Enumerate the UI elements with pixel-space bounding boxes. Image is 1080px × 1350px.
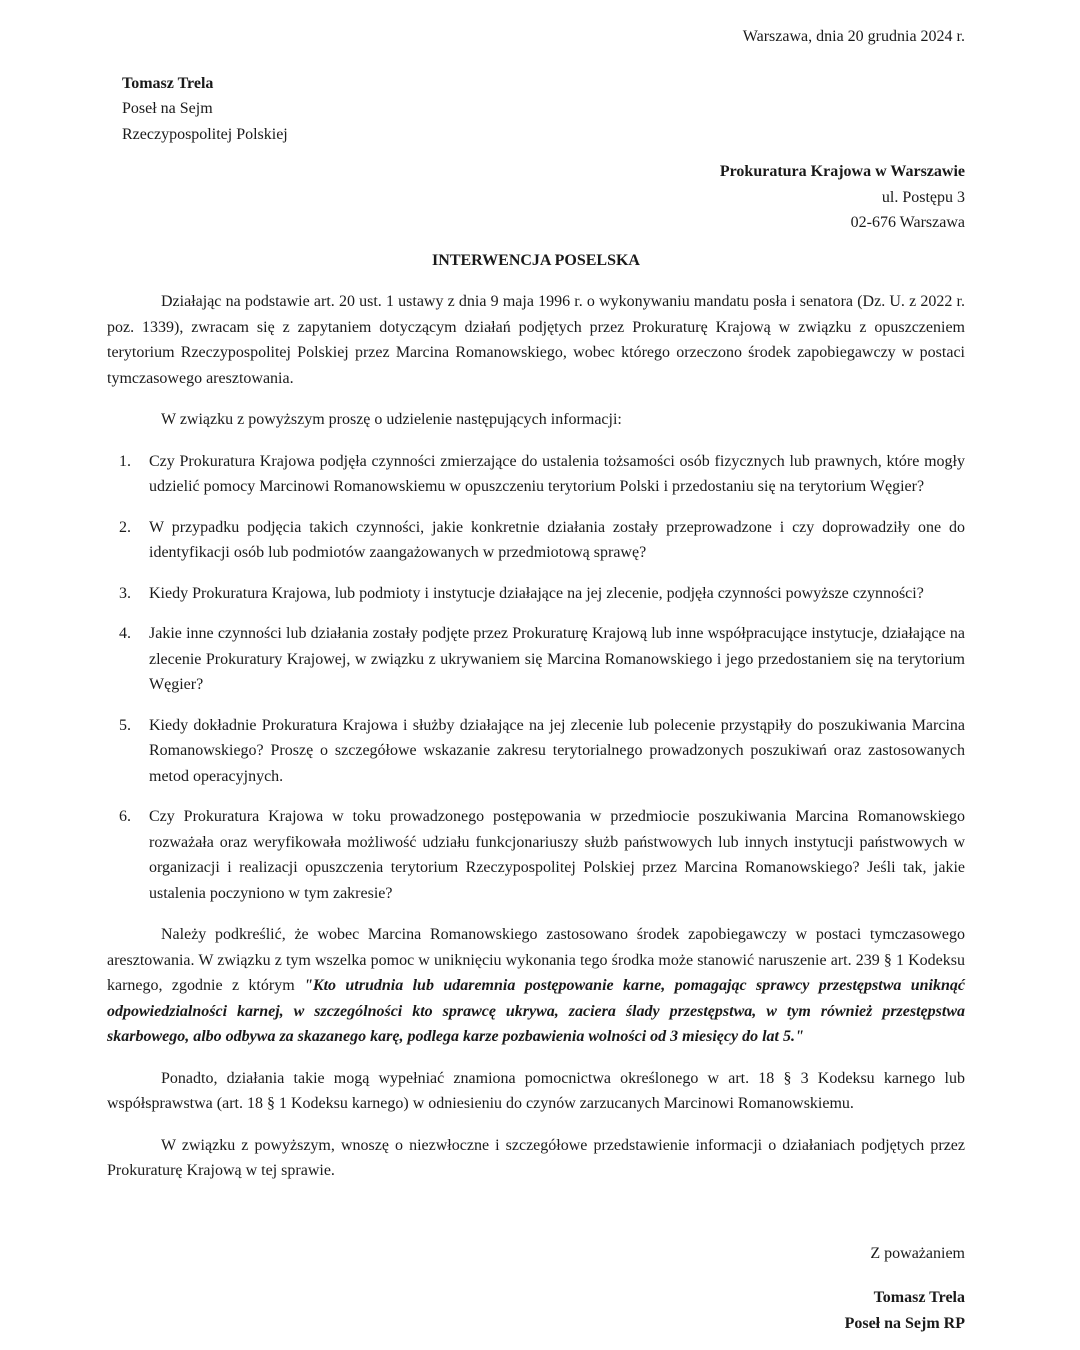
- sender-role: Poseł na Sejm: [122, 100, 213, 117]
- signature-role: Poseł na Sejm RP: [844, 1314, 965, 1332]
- question-number: 1.: [119, 452, 131, 470]
- question-item: [107, 804, 965, 906]
- recipient-name: Prokuratura Krajowa w Warszawie: [719, 163, 965, 180]
- question-text: W przypadku podjęcia takich czynności, jakie konkretnie działania zostały przeprowadzone i czy doprowadziły one do identyfikacji osób lub podmiotów zaangażowanych w przedmiotową sprawę?: [149, 518, 965, 561]
- legal-paragraph: [107, 922, 965, 1050]
- recipient-address-line1: ul. Postępu 3: [881, 188, 965, 206]
- question-text: Kiedy dokładnie Prokuratura Krajowa i służby działające na jej zlecenie lub polecenie przystąpiły do poszukiwania Marcina Romanowskiego? Proszę o szczegółowe wskazanie zakresu terytorialnego prowadzonych poszukiwań oraz zastosowanych metod operacyjnych.: [149, 716, 965, 785]
- question-text: Jakie inne czynności lub działania zostały podjęte przez Prokuraturę Krajową lub inne współpracujące instytucje, działające na zlecenie Prokuratury Krajowej, w związku z ukrywaniem się Marcina Romanowskiego i jego przedostaniem się na terytorium Węgier?: [149, 625, 965, 693]
- intro-paragraph: Działając na podstawie art. 20 ust. 1 ustawy z dnia 9 maja 1996 r. o wykonywaniu mandatu posła i senatora (Dz. U. z 2022 r. poz. 1339), zwracam się z zapytaniem dotyczącym działań podjętych przez Prokuraturę Krajową w związku z opuszczeniem terytorium Rzeczypospolitej Polskiej przez Marcina Romanowskiego, wobec którego orzeczono środek zapobiegawczy w postaci tymczasowego aresztowania.: [107, 293, 965, 387]
- question-number: 5.: [119, 716, 131, 734]
- question-number: 6.: [119, 808, 131, 825]
- question-item: [107, 713, 965, 790]
- question-text: Czy Prokuratura Krajowa w toku prowadzonego postępowania w przedmiocie poszukiwania Marcina Romanowskiego rozważała oraz weryfikowała możliwość udziału funkcjonariuszy służb państwowych lub innych instytucji państwowych w organizacji i realizacji opuszczenia terytorium Rzeczypospolitej Polskiej przez Marcina Romanowskiego? Jeśli tak, jakie ustalenia poczyniono w tym zakresie?: [149, 808, 965, 902]
- signature-block: [107, 1285, 965, 1336]
- questions-list: [107, 449, 965, 907]
- date-line: Warszawa, dnia 20 grudnia 2024 r.: [742, 28, 965, 45]
- question-item: [107, 449, 965, 500]
- question-text: Czy Prokuratura Krajowa podjęła czynności zmierzające do ustalenia tożsamości osób fizycznych lub prawnych, które mogły udzielić pomocy Marcinowi Romanowskiemu w opuszczeniu terytorium Polski i przedostaniu się na terytorium Węgier?: [149, 452, 965, 495]
- sender-role-line2: Rzeczypospolitej Polskiej: [122, 125, 288, 143]
- sender-name: Tomasz Trela: [122, 74, 214, 92]
- question-item: [107, 515, 965, 566]
- document-title: INTERWENCJA POSELSKA: [432, 251, 640, 269]
- question-number: 2.: [119, 518, 131, 536]
- sender-block: [122, 71, 965, 148]
- request-line: W związku z powyższym proszę o udzielenie następujących informacji:: [161, 411, 622, 428]
- question-number: 4.: [119, 625, 131, 642]
- recipient-address-line2: 02-676 Warszawa: [850, 214, 965, 231]
- signature-name: Tomasz Trela: [873, 1289, 965, 1306]
- aiding-paragraph: Ponadto, działania takie mogą wypełniać znamiona pomocnictwa określonego w art. 18 § 3 Kodeksu karnego lub współsprawstwa (art. 18 § 1 Kodeksu karnego) w odniesieniu do czynów zarzucanych Marcinowi Romanowskiemu.: [107, 1069, 965, 1112]
- closing-paragraph: W związku z powyższym, wnoszę o niezwłoczne i szczegółowe przedstawienie informacji o działaniach podjętych przez Prokuraturę Krajową w tej sprawie.: [107, 1136, 965, 1179]
- question-number: 3.: [119, 584, 131, 602]
- question-item: [107, 621, 965, 698]
- legal-quote: "Kto utrudnia lub udaremnia postępowanie karne, pomagając sprawcy przestępstwa uniknąć odpowiedzialności karnej, w szczególności kto sprawcę ukrywa, zaciera ślady przestępstwa, w tym również przestępstwa skarbowego, albo odbywa za skazanego karę, podlega karze pozbawienia wolności od 3 miesięcy do lat 5.": [107, 977, 965, 1045]
- question-text: Kiedy Prokuratura Krajowa, lub podmioty i instytucje działające na jej zlecenie, podjęła czynności powyższe czynności?: [149, 584, 924, 602]
- legal-paragraph-lead: Należy podkreślić, że wobec Marcina Romanowskiego zastosowano środek zapobiegawczy w postaci tymczasowego aresztowania. W związku z tym wszelka pomoc w uniknięciu wykonania tego środka może stanowić naruszenie art. 239 § 1 Kodeksu karnego, zgodnie z którym: [107, 926, 965, 994]
- recipient-block: [107, 159, 965, 236]
- valediction: Z poważaniem: [870, 1244, 965, 1262]
- question-item: [107, 581, 965, 607]
